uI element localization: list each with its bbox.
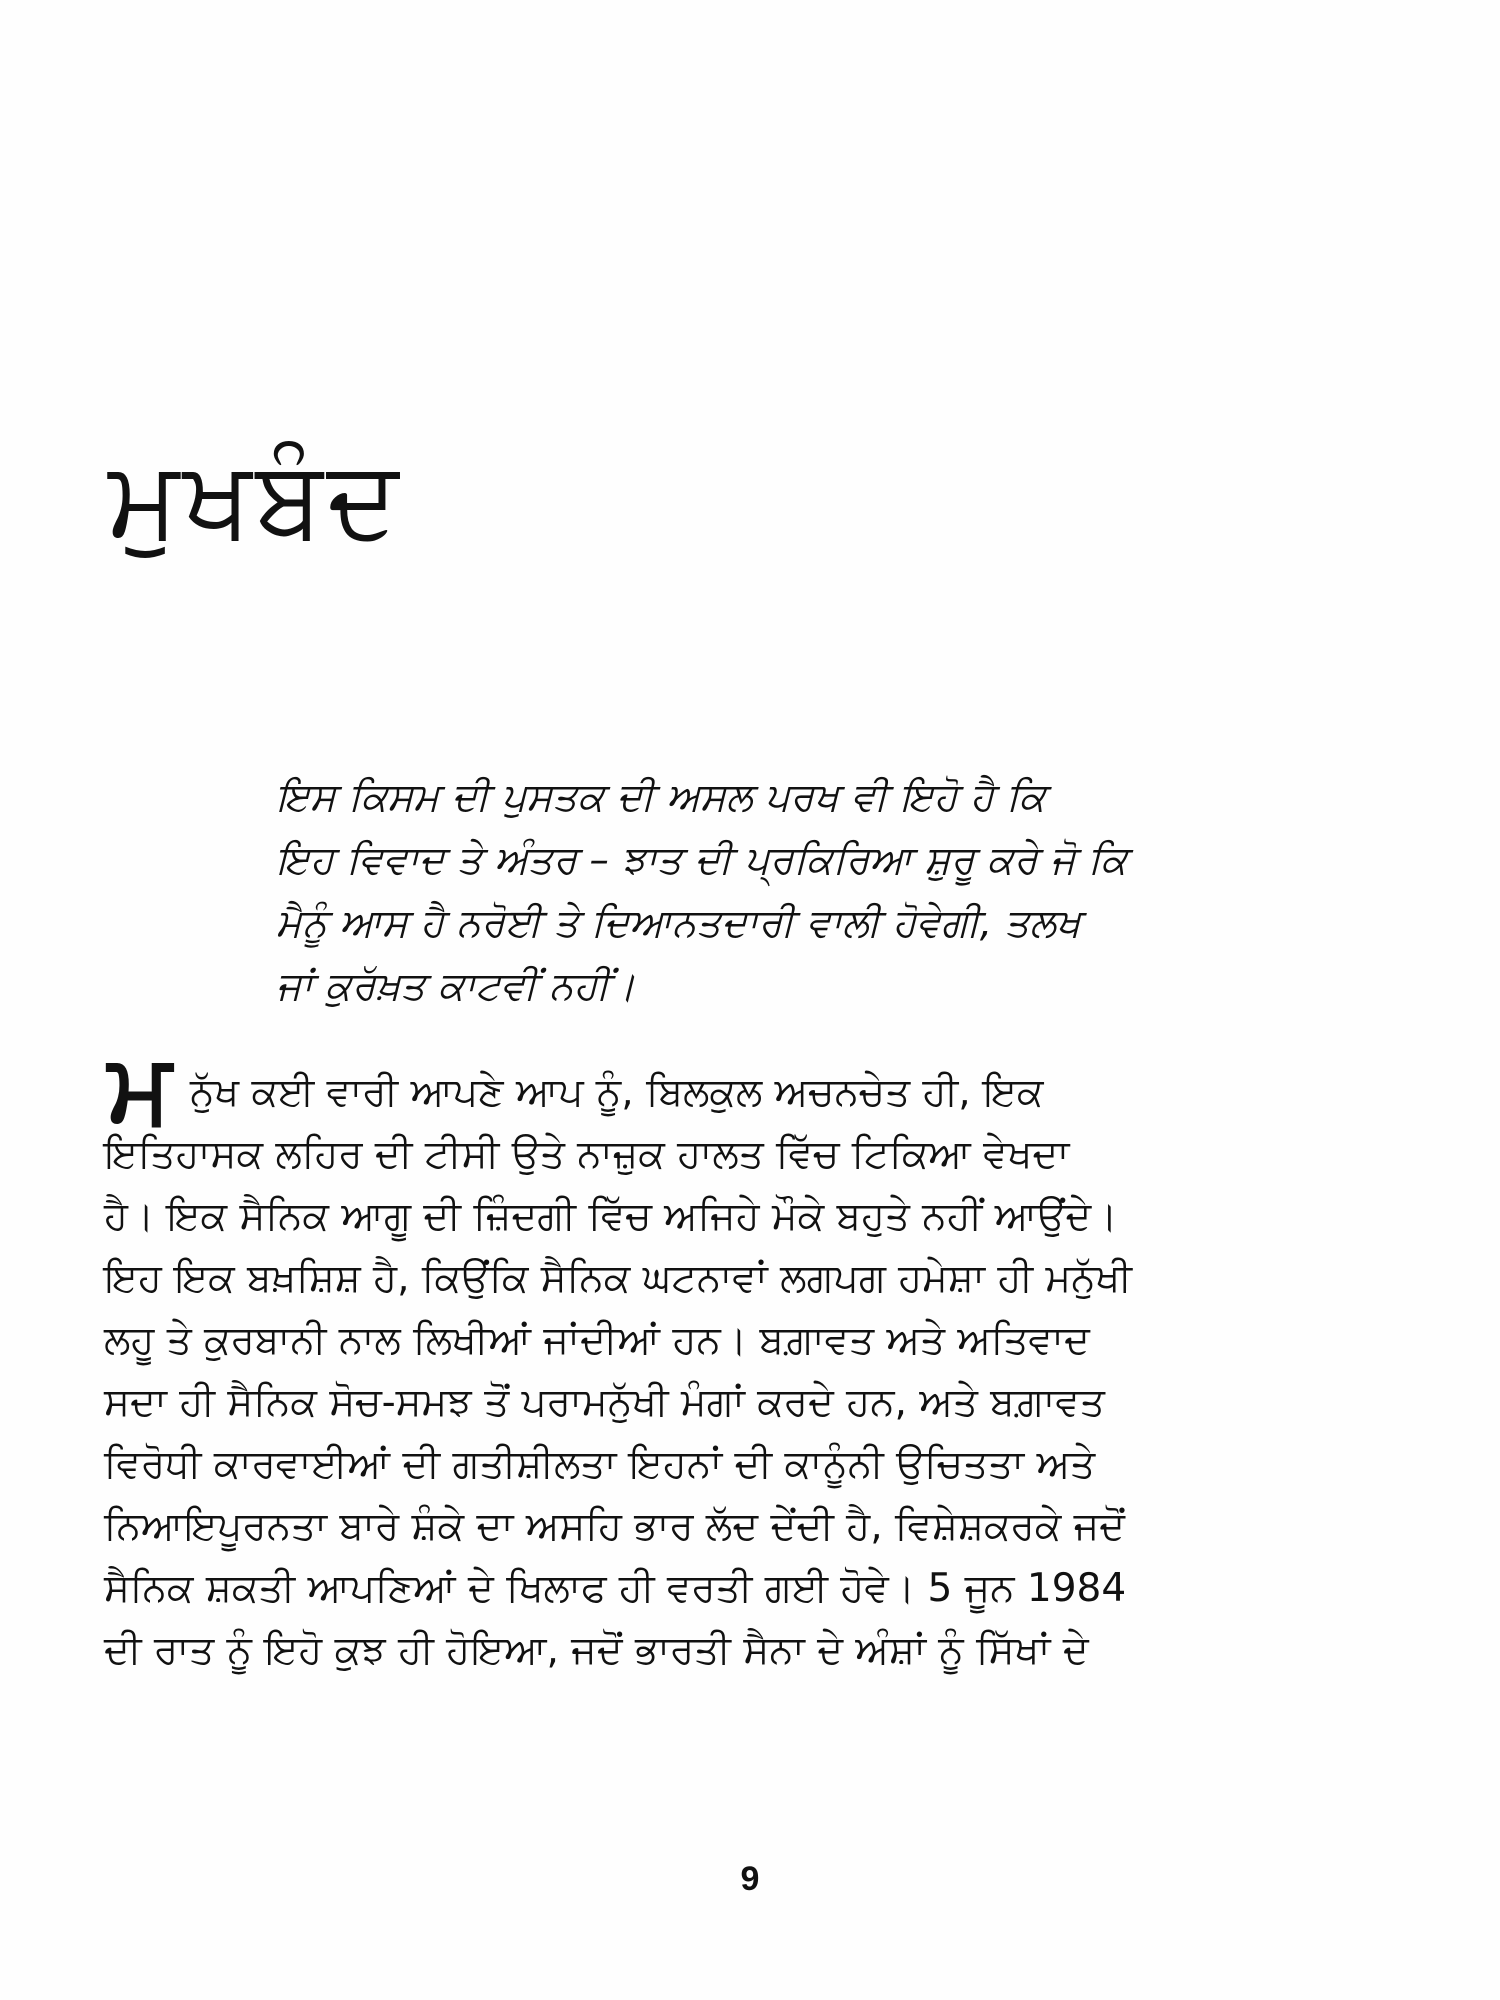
body-line: ਇਤਿਹਾਸਕ ਲਹਿਰ ਦੀ ਟੀਸੀ ਉਤੇ ਨਾਜ਼ੁਕ ਹਾਲਤ ਵਿੱਚ ਟਿਕਿਆ ਵੇਖਦਾ <box>104 1132 1070 1177</box>
body-line: ਨਿਆਇਪੂਰਨਤਾ ਬਾਰੇ ਸ਼ੰਕੇ ਦਾ ਅਸਹਿ ਭਾਰ ਲੱਦ ਦੇਂਦੀ ਹੈ, ਵਿਸ਼ੇਸ਼ਕਰਕੇ ਜਦੋਂ <box>104 1504 1126 1549</box>
epigraph-line: ਜਾਂ ਕੁਰੱਖ਼ਤ ਕਾਟਵੀਂ ਨਹੀਂ। <box>276 964 636 1009</box>
page-number: 9 <box>740 1860 760 1898</box>
epigraph <box>276 766 1276 1018</box>
body-line: ਵਿਰੋਧੀ ਕਾਰਵਾਈਆਂ ਦੀ ਗਤੀਸ਼ੀਲਤਾ ਇਹਨਾਂ ਦੀ ਕਾਨੂੰਨੀ ਉਚਿਤਤਾ ਅਤੇ <box>104 1442 1096 1487</box>
body-line: ਸੈਨਿਕ ਸ਼ਕਤੀ ਆਪਣਿਆਂ ਦੇ ਖਿਲਾਫ ਹੀ ਵਰਤੀ ਗਈ ਹੋਵੇ। 5 ਜੂਨ 1984 <box>104 1566 1127 1611</box>
body-line: ਹੈ। ਇਕ ਸੈਨਿਕ ਆਗੂ ਦੀ ਜ਼ਿੰਦਗੀ ਵਿੱਚ ਅਜਿਹੇ ਮੌਕੇ ਬਹੁਤੇ ਨਹੀਂ ਆਉਂਦੇ। <box>104 1194 1118 1239</box>
body-line: ਲਹੂ ਤੇ ਕੁਰਬਾਨੀ ਨਾਲ ਲਿਖੀਆਂ ਜਾਂਦੀਆਂ ਹਨ। ਬਗ਼ਾਵਤ ਅਤੇ ਅਤਿਵਾਦ <box>104 1318 1090 1363</box>
body-line: ਇਹ ਇਕ ਬਖ਼ਸ਼ਿਸ਼ ਹੈ, ਕਿਉਂਕਿ ਸੈਨਿਕ ਘਟਨਾਵਾਂ ਲਗਪਗ ਹਮੇਸ਼ਾ ਹੀ ਮਨੁੱਖੀ <box>104 1256 1133 1301</box>
body-line: ਦੀ ਰਾਤ ਨੂੰ ਇਹੋ ਕੁਝ ਹੀ ਹੋਇਆ, ਜਦੋਂ ਭਾਰਤੀ ਸੈਨਾ ਦੇ ਅੰਸ਼ਾਂ ਨੂੰ ਸਿੱਖਾਂ ਦੇ <box>104 1628 1089 1673</box>
epigraph-line: ਇਹ ਵਿਵਾਦ ਤੇ ਅੰਤਰ – ਝਾਤ ਦੀ ਪ੍ਰਕਿਰਿਆ ਸ਼ੁਰੂ ਕਰੇ ਜੋ ਕਿ <box>276 838 1128 883</box>
body-first-line <box>104 1032 1394 1144</box>
drop-cap: ਮ <box>108 1032 172 1144</box>
body-line-text: ਨੁੱਖ ਕਈ ਵਾਰੀ ਆਪਣੇ ਆਪ ਨੂੰ, ਬਿਲਕੁਲ ਅਚਨਚੇਤ ਹੀ, ਇਕ <box>190 1070 1044 1115</box>
chapter-title: ਮੁਖਬੰਦ <box>108 437 403 562</box>
body-line: ਸਦਾ ਹੀ ਸੈਨਿਕ ਸੋਚ-ਸਮਝ ਤੋਂ ਪਰਾਮਨੁੱਖੀ ਮੰਗਾਂ ਕਰਦੇ ਹਨ, ਅਤੇ ਬਗ਼ਾਵਤ <box>104 1380 1105 1425</box>
epigraph-line: ਇਸ ਕਿਸਮ ਦੀ ਪੁਸਤਕ ਦੀ ਅਸਲ ਪਰਖ ਵੀ ਇਹੋ ਹੈ ਕਿ <box>276 775 1046 820</box>
epigraph-line: ਮੈਨੂੰ ਆਸ ਹੈ ਨਰੋਈ ਤੇ ਦਿਆਨਤਦਾਰੀ ਵਾਲੀ ਹੋਵੇਗੀ, ਤਲਖ <box>276 901 1081 946</box>
body-paragraph <box>104 1032 1394 1682</box>
